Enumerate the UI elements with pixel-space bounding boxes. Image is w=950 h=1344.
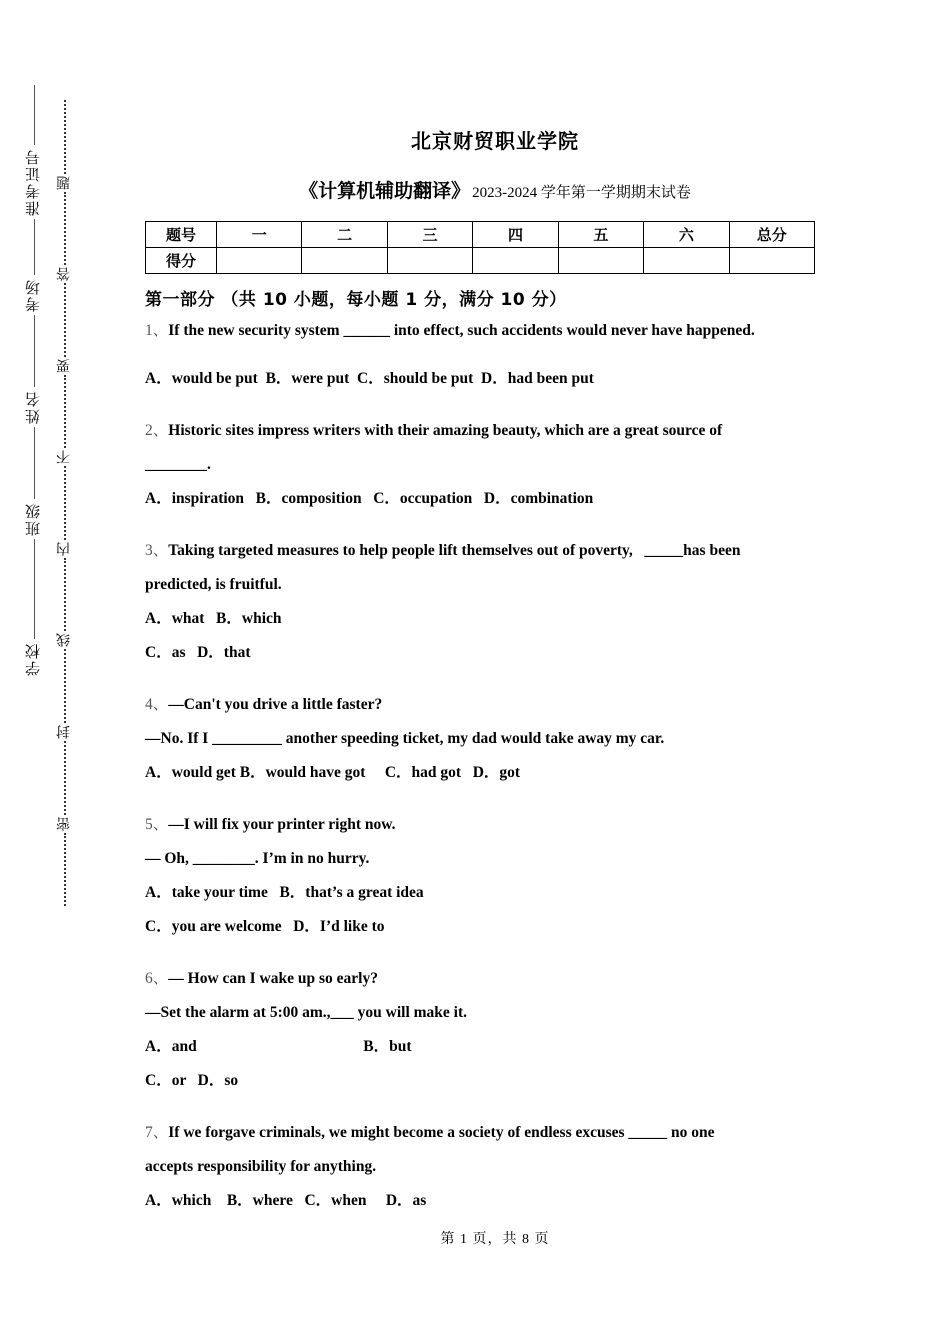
question-7-options-1[interactable]: A．which B．where C．when D．as [145,1192,427,1209]
question-1-number: 1、 [145,322,169,339]
column-header-3: 三 [387,222,472,248]
exam-term: 2023-2024 学年第一学期期末试卷 [472,185,691,201]
field-label-name: 姓名 [25,390,42,424]
question-5-text-1: —I will fix your printer right now. [168,816,396,833]
question-5-options-1[interactable]: A．take your time B．that’s a great idea [145,884,424,901]
field-label-class: 班级 [25,502,42,536]
score-cell-1[interactable] [217,248,302,274]
field-label-exam-room: 考场 [25,278,42,312]
question-1-stem-line-1 [145,314,845,348]
question-7-stem-line-1 [145,1116,845,1150]
question-3-stem-line-2: predicted, is fruitful. [145,576,282,593]
rule-segment [34,315,35,387]
score-cell-4[interactable] [473,248,558,274]
question-4-stem-line-1 [145,688,845,722]
spacer [145,396,845,410]
question-2-text-1: Historic sites impress writers with their amazing beauty, which are a great source of [168,422,723,439]
question-1-options-1[interactable]: A．would be put B．were put C．should be put D．had been put [145,370,594,387]
seal-char-ti: 题 [57,175,72,190]
question-5-stem-line-2: — Oh, ________. I’m in no hurry. [145,850,370,867]
question-4-number: 4、 [145,696,169,713]
spacer [145,348,845,362]
question-2-stem-line-1 [145,414,845,448]
student-fields-column [14,85,54,885]
question-7-text-1: If we forgave criminals, we might become a society of endless excuses _____ no one [168,1124,715,1141]
question-6-stem-line-1 [145,962,845,996]
dotted-segment [64,741,66,815]
spacer [145,516,845,530]
spacer [145,944,845,958]
question-6-options-2[interactable]: C．or D．so [145,1072,239,1089]
score-table [145,221,815,274]
dotted-segment [64,466,66,540]
seal-char-feng: 封 [57,724,72,739]
dotted-segment [64,375,66,449]
dotted-segment [64,283,66,357]
question-7-number: 7、 [145,1124,169,1141]
rule-segment [34,539,35,639]
rule-segment [34,427,35,499]
row-header-score: 得分 [146,248,217,274]
rule-segment [34,219,35,275]
column-header-6: 六 [644,222,729,248]
question-3-text-1: Taking targeted measures to help people lift themselves out of poverty, _____has been [168,542,741,559]
dotted-segment [64,558,66,632]
question-6-stem-line-2: —Set the alarm at 5:00 am.,___ you will make it. [145,1004,468,1021]
question-1 [145,314,845,396]
score-cell-2[interactable] [302,248,387,274]
question-7-stem-line-2: accepts responsibility for anything. [145,1158,377,1175]
seal-char-nei: 内 [57,541,72,556]
question-3-options-1[interactable]: A．what B．which [145,610,282,627]
seal-line-sidebar [0,0,120,1344]
dotted-segment [64,192,66,266]
question-6-options-1[interactable]: A．and B．but [145,1038,412,1055]
question-2-stem-line-2: ________. [145,456,211,473]
question-5-stem-line-1 [145,808,845,842]
exam-subtitle [145,176,845,203]
seal-char-bu: 不 [57,450,72,465]
question-1-text-1: If the new security system ______ into effect, such accidents would never have happened. [168,322,755,339]
question-5-number: 5、 [145,816,169,833]
row-header-question-number: 题号 [146,222,217,248]
score-cell-6[interactable] [644,248,729,274]
exam-paper-body [145,0,845,1218]
question-4 [145,688,845,790]
spacer [145,1098,845,1112]
question-5-options-2[interactable]: C．you are welcome D．I’d like to [145,918,385,935]
page-number-footer: 第 1 页，共 8 页 [440,1232,550,1247]
question-7 [145,1116,845,1218]
seal-char-mi: 密 [57,816,72,831]
table-row-question-numbers [146,222,815,248]
question-3-options-2[interactable]: C．as D．that [145,644,251,661]
score-cell-total[interactable] [729,248,814,274]
question-6 [145,962,845,1098]
dotted-segment [64,649,66,723]
spacer [145,670,845,684]
seal-dotted-line [52,100,78,906]
question-3 [145,534,845,670]
question-2-number: 2、 [145,422,169,439]
question-3-stem-line-1 [145,534,845,568]
question-6-number: 6、 [145,970,169,987]
column-header-5: 五 [558,222,643,248]
institution-title: 北京财贸职业学院 [411,129,579,153]
score-cell-3[interactable] [387,248,472,274]
section-heading-part-one: 第一部分 （共 10 小题，每小题 1 分，满分 10 分） [145,290,567,310]
course-name: 《计算机辅助翻译》 [299,180,471,202]
dotted-segment [64,833,66,907]
question-3-number: 3、 [145,542,169,559]
column-header-4: 四 [473,222,558,248]
field-label-admission-number: 准考证号 [25,148,42,216]
question-2-options-1[interactable]: A．inspiration B．composition C．occupation D．combination [145,490,594,507]
seal-char-da: 答 [57,267,72,282]
seal-char-xian: 线 [57,633,72,648]
seal-char-yao: 要 [57,358,72,373]
question-2 [145,414,845,516]
rule-segment [34,85,35,145]
question-4-text-1: —Can't you drive a little faster? [168,696,383,713]
column-header-total: 总分 [729,222,814,248]
field-label-school: 学校 [25,642,42,676]
question-5 [145,808,845,944]
dotted-segment [64,100,66,174]
column-header-1: 一 [217,222,302,248]
question-4-options-1[interactable]: A．would get B．would have got C．had got D．got [145,764,521,781]
table-row-scores [146,248,815,274]
question-6-text-1: — How can I wake up so early? [168,970,378,987]
spacer [145,790,845,804]
column-header-2: 二 [302,222,387,248]
score-cell-5[interactable] [558,248,643,274]
question-4-stem-line-2: —No. If I _________ another speeding ticket, my dad would take away my car. [145,730,665,747]
